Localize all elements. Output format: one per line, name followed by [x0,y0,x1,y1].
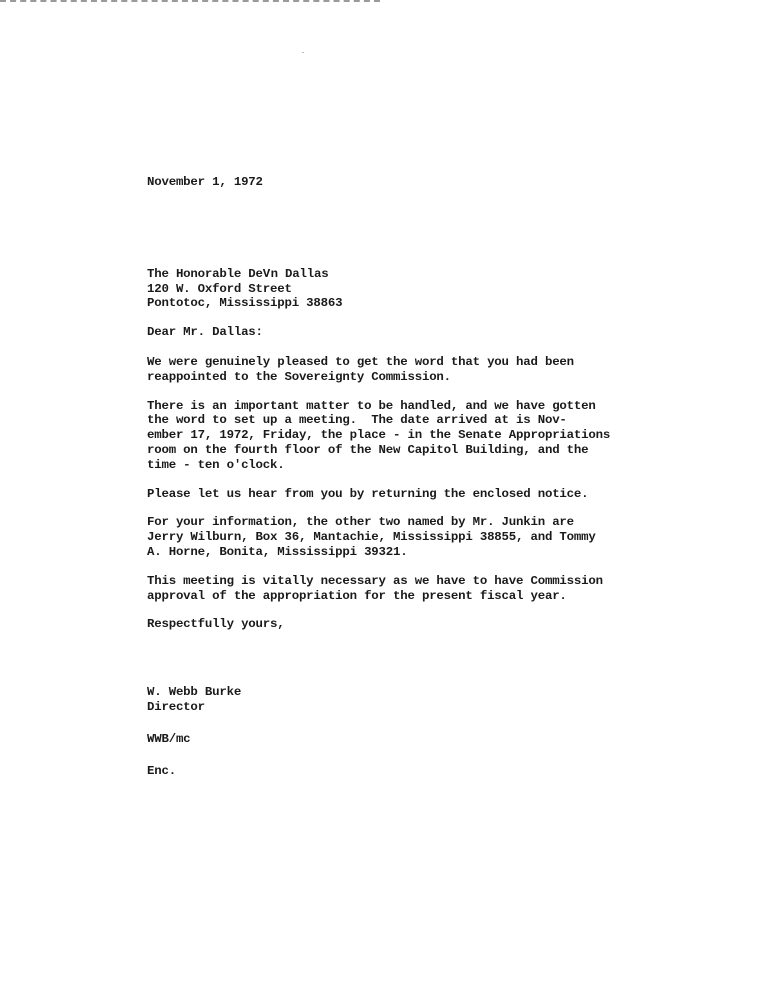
letter-date: November 1, 1972 [147,175,263,189]
signature-block [147,685,647,715]
paragraph-line: We were genuinely pleased to get the word that you had been [147,354,574,369]
reference-initials: WWB/mc [147,731,191,746]
address-line-name: The Honorable DeV n Dallas [147,266,329,281]
address-line-street: 120 W. Oxford Street [147,281,292,296]
salutation: Dear Mr. Dallas: [147,325,263,340]
paragraph-line: room on the fourth floor of the New Capitol Building, and the [147,442,589,457]
paragraph-line: ember 17, 1972, Friday, the place - in the Senate Appropriations [147,428,611,443]
paragraph-line: For your information, the other two named by Mr. Junkin are [147,515,574,530]
paragraph-reply-request [147,487,647,502]
page-top-dashed-edge [0,0,380,5]
paragraph-line: There is an important matter to be handled, and we have gotten [147,398,596,413]
paragraph-line: This meeting is vitally necessary as we have to have Commission [147,573,603,588]
recipient-address [147,267,647,311]
paragraph-reappointment [147,355,647,385]
letter-body [147,175,647,778]
paragraph-line: time - ten o'clock. [147,457,285,472]
paragraph-approval-need [147,574,647,604]
paragraph-line: the word to set up a meeting. The date arrived at is Nov- [147,413,567,428]
paragraph-line: reappointed to the Sovereignty Commission. [147,369,451,384]
scan-speck [302,52,304,53]
complimentary-close: Respectfully yours, [147,617,285,632]
paragraph-line: approval of the appropriation for the present fiscal year. [147,588,567,603]
signer-title: Director [147,699,205,714]
paragraph-line: Please let us hear from you by returning the enclosed notice. [147,486,589,501]
enclosure-notation: Enc. [147,763,176,778]
signer-name: W. Webb Burke [147,685,242,700]
address-line-city: Pontotoc, Mississippi 38863 [147,296,343,311]
paragraph-line: A. Horne, Bonita, Mississippi 39321. [147,544,408,559]
paragraph-other-members [147,515,647,559]
paragraph-line: Jerry Wilburn, Box 36, Mantachie, Mississippi 38855, and Tommy [147,530,596,545]
paragraph-meeting-details [147,399,647,473]
